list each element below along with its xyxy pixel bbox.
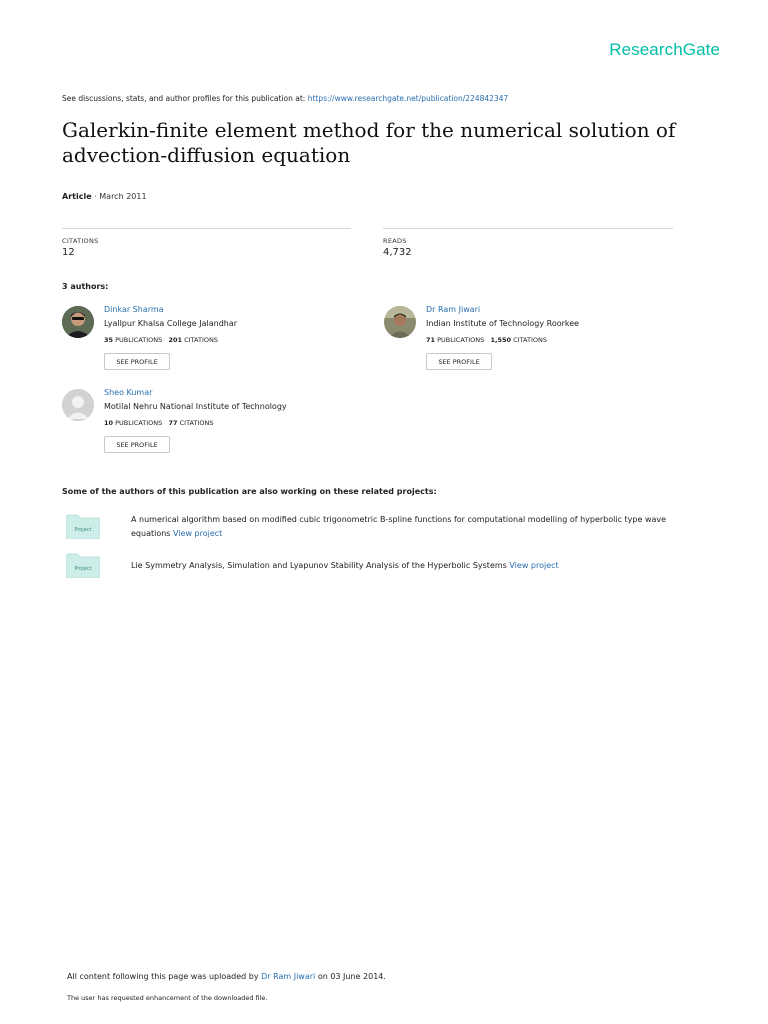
project-item (131, 559, 701, 573)
enhancement-note: The user has requested enhancement of the downloaded file. (67, 994, 268, 1002)
discussion-line (62, 94, 508, 103)
publication-type: Article (62, 192, 92, 201)
author-stats (426, 336, 547, 344)
publication-url-link[interactable]: https://www.researchgate.net/publication/224842347 (307, 94, 509, 103)
author-publications-label: PUBLICATIONS (115, 419, 163, 427)
avatar[interactable] (384, 306, 416, 338)
default-avatar-icon (62, 389, 94, 421)
divider-reads (383, 228, 673, 229)
author-name-link[interactable]: Dinkar Sharma (104, 305, 164, 314)
avatar[interactable] (62, 389, 94, 421)
authors-heading: 3 authors: (62, 282, 109, 291)
reads-label: READS (383, 237, 407, 245)
reads-value: 4,732 (383, 247, 412, 258)
author-publications-count: 71 (426, 336, 436, 344)
author-citations-label: CITATIONS (179, 419, 214, 427)
author-name-link[interactable]: Dr Ram Jiwari (426, 305, 481, 314)
author-stats (104, 419, 213, 427)
author-name-link[interactable]: Sheo Kumar (104, 388, 153, 397)
see-profile-button[interactable]: SEE PROFILE (426, 353, 492, 370)
view-project-link[interactable]: View project (509, 561, 559, 570)
project-folder-icon (66, 552, 100, 578)
publication-meta (62, 192, 147, 201)
author-citations-count: 77 (168, 419, 178, 427)
see-profile-button[interactable]: SEE PROFILE (104, 353, 170, 370)
project-item (131, 513, 701, 541)
author-institution: Lyallpur Khalsa College Jalandhar (104, 319, 238, 328)
citations-label: CITATIONS (62, 237, 99, 245)
author-photo-icon (384, 306, 416, 338)
project-folder-icon (66, 513, 100, 539)
related-projects-heading: Some of the authors of this publication are also working on these related projects: (62, 487, 437, 496)
researchgate-logo[interactable]: ResearchGate (609, 40, 720, 59)
author-institution: Motilal Nehru National Institute of Technology (104, 402, 287, 411)
citations-value: 12 (62, 247, 75, 258)
project-description: Lie Symmetry Analysis, Simulation and Lyapunov Stability Analysis of the Hyperbolic Systems (131, 561, 507, 570)
upload-date: on 03 June 2014. (317, 972, 386, 981)
upload-prefix: All content following this page was uploaded by (67, 972, 259, 981)
author-publications-count: 10 (104, 419, 114, 427)
avatar[interactable] (62, 306, 94, 338)
upload-info (67, 972, 386, 981)
author-stats (104, 336, 218, 344)
project-description: A numerical algorithm based on modified cubic trigonometric B-spline functions for computational modelling of hyperbolic type wave equations (131, 515, 667, 538)
author-photo-icon (62, 306, 94, 338)
publication-title: Galerkin-finite element method for the numerical solution of advection-diffusion equation (62, 118, 676, 167)
uploader-link[interactable]: Dr Ram Jiwari (261, 972, 316, 981)
author-publications-label: PUBLICATIONS (115, 336, 163, 344)
author-citations-label: CITATIONS (513, 336, 547, 344)
author-publications-count: 35 (104, 336, 114, 344)
discussion-prefix: See discussions, stats, and author profiles for this publication at: (62, 94, 306, 103)
divider-citations (62, 228, 351, 229)
publication-date: · March 2011 (94, 192, 147, 201)
author-citations-count: 201 (168, 336, 183, 344)
view-project-link[interactable]: View project (173, 529, 223, 538)
author-citations-label: CITATIONS (184, 336, 218, 344)
author-publications-label: PUBLICATIONS (437, 336, 485, 344)
svg-text:Project: Project (74, 527, 92, 533)
author-institution: Indian Institute of Technology Roorkee (426, 319, 580, 328)
author-citations-count: 1,550 (490, 336, 512, 344)
see-profile-button[interactable]: SEE PROFILE (104, 436, 170, 453)
svg-text:Project: Project (74, 566, 92, 572)
